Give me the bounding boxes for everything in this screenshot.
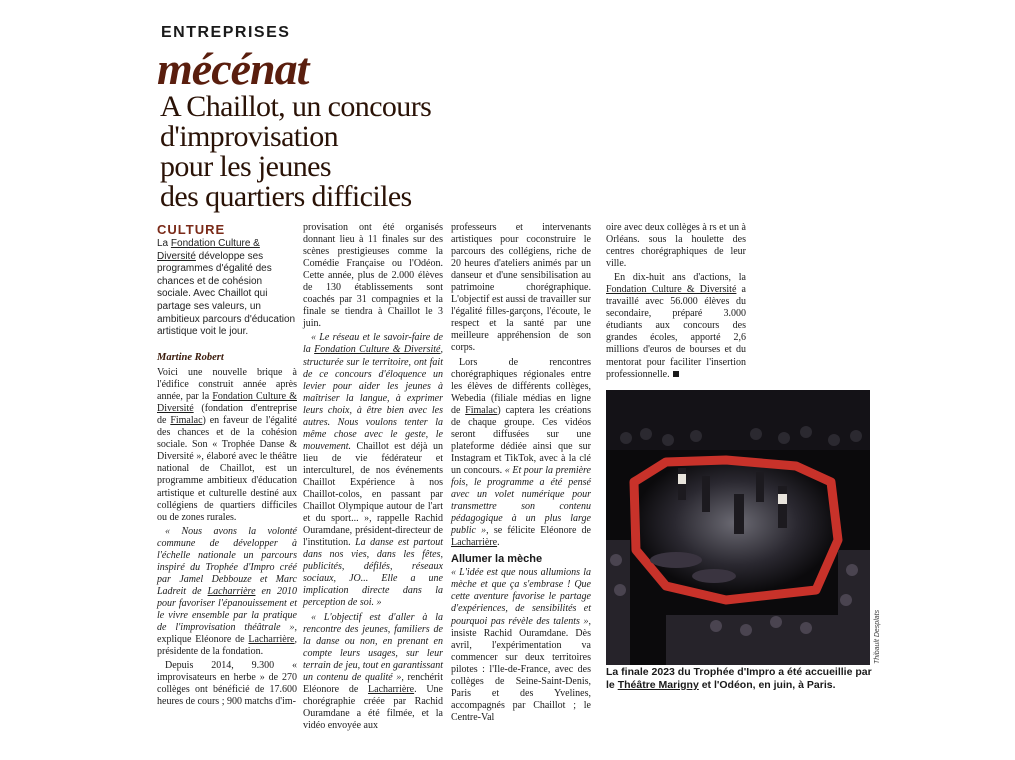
paragraph: En dix-huit ans d'actions, la Fondation Culture & Diversité a travaillé avec 56.000 élèves du secondaire, préparé 3.000 étudiants aux concours des grandes écoles, apporté 2,6 millions d'euros de bourses et du mentorat pour faciliter l'insertion professionnelle. <box>606 272 746 380</box>
paragraph: Voici une nouvelle brique à l'édifice construit année après année, par la Fondation Culture & Diversité (fondation d'entreprise de Fimalac) en faveur de l'égalité des chances et de la cohésion sociale. Son « Trophée Danse & Diversité », élaboré avec le théâtre national de Chaillot, est un programme ambitieux d'éducation artistique et culturelle destiné aux collégiens de quartiers difficiles ou de zones rurales. <box>157 367 297 523</box>
headline-line: pour les jeunes <box>160 150 331 183</box>
column-4 <box>606 222 746 383</box>
subheading: Allumer la mèche <box>451 553 543 566</box>
column-2 <box>303 222 443 734</box>
chapo-prefix: La <box>157 238 171 249</box>
paragraph: professeurs et intervenants artistiques pour coconstruire le parcours des collégiens, riche de 20 heures d'ateliers animés par un danseur et d'une sensibilisation au patrimoine chorégraphique. L'objectif est aussi de travailler sur l'égalité filles-garçons, l'écoute, le respect et la santé par une meilleure appréhension de son corps. <box>451 222 591 354</box>
org-link[interactable]: Fondation Culture & Diversité <box>157 391 297 415</box>
end-mark-icon <box>673 371 679 377</box>
chapo <box>157 238 297 339</box>
paragraph: « L'objectif est d'aller à la rencontre des jeunes, familiers de la danse ou non, en prenant en compte leurs usages, sur leur terrain de jeu, tout en garantissant un contenu de qualité », renchérit Eléonore de Lacharrière. Une chorégraphie créée par Rachid Ouramdane a été filmée, et la vidéo envoyée aux <box>303 611 443 731</box>
org-link[interactable]: Fondation Culture & Diversité <box>314 344 441 356</box>
column-1 <box>157 352 297 710</box>
section-label: CULTURE <box>157 222 226 237</box>
paragraph: Lors de rencontres chorégraphiques régionales entre les élèves de différents collèges, Webedia (filiale médias en ligne de Fimalac) captera les créations de chaque groupe. Ces vidéos seront diffusées sur une plateforme dédiée ainsi que sur Instagram et TikTok, avec à la clé un concours. « Et pour la première fois, le programme a été pensé avec un volet numérique pour transmettre son contenu pédagogique à un plus large public », se félicite Eléonore de Lacharrière. <box>451 356 591 549</box>
rubric: ENTREPRISES <box>161 24 291 41</box>
company-link[interactable]: Fimalac <box>465 404 498 416</box>
company-link[interactable]: Fimalac <box>170 415 203 427</box>
headline-line: des quartiers difficiles <box>160 180 412 213</box>
venue-link[interactable]: Théâtre Marigny <box>617 679 699 691</box>
photo-credit: Thibault Desplats <box>874 609 881 664</box>
paragraph: « L'idée est que nous allumions la mèche et que ça s'embrase ! Que cette aventure favorise le partage d'expériences, de sensibilités et pourquoi pas révèle des talents », insiste Rachid Ouramdane. Dès avril, l'expérimentation va commencer sur deux territoires pilotes : l'Ile-de-France, avec des collèges de Seine-Saint-Denis, Paris et des Yvelines, accompagnés par Chaillot ; le Centre-Val <box>451 567 591 723</box>
paragraph: « Nous avons la volonté commune de développer à l'échelle nationale un parcours inspiré du Trophée d'Impro créé par Jamel Debbouze et Marc Ladreit de Lacharrière en 2010 pour favoriser l'épanouissement et le vivre ensemble par la pratique de l'improvisation théâtrale », explique Eléonore de Lacharrière, présidente de la fondation. <box>157 525 297 658</box>
paragraph: provisation ont été organisés donnant lieu à 11 finales sur des scènes prestigieuses comme la Comédie Française ou l'Odéon. Cette année, plus de 2.000 élèves de 130 établissements sont coachés par 31 compagnies et la finale se tiendra à Chaillot le 3 juin. <box>303 222 443 330</box>
org-link[interactable]: Fondation Culture & Diversité <box>606 284 737 296</box>
kicker: mécénat <box>157 43 309 94</box>
byline: Martine Robert <box>157 352 224 363</box>
headline-line: A Chaillot, un concours <box>160 90 432 123</box>
name-link[interactable]: Lacharrière <box>451 537 498 549</box>
chapo-text: développe ses programmes d'égalité des chances et de cohésion sociale. Avec Chaillot qui partage ses valeurs, un ambitieux parcours d'éducation artistique voit le jour. <box>157 250 296 338</box>
column-3 <box>451 222 591 726</box>
name-link[interactable]: Lacharrière <box>207 585 256 597</box>
headline-line: d'improvisation <box>160 120 339 153</box>
name-link[interactable]: Lacharrière <box>368 683 415 695</box>
name-link[interactable]: Lacharrière <box>248 634 295 646</box>
stage-illustration <box>606 390 870 665</box>
paragraph: « Le réseau et le savoir-faire de la Fondation Culture & Diversité, structurée sur le territoire, ont fait de ce concours d'éloquence un levier pour aider les jeunes à maîtriser la langue, à exprimer leurs choix, à être bien avec les autres. Nous voulons tenter la même chose avec le geste, le mouvement. Chaillot est déjà un lieu de vie fédérateur et interculturel, de nos événements Chaillot Expérience à nos Chaillot-colos, en passant par Chaillot Olympique autour de l'art et du sport... », rappelle Rachid Ouramdane, président-directeur de l'institution. La danse est partout dans nos vies, dans les fêtes, publicités, défilés, réseaux sociaux, JO... Elle a une implication directe dans la perception de soi. » <box>303 332 444 609</box>
paragraph: Depuis 2014, 9.300 « improvisateurs en herbe » de 270 collèges ont bénéficié de 17.600 heures de cours ; 900 matchs d'im- <box>157 660 297 708</box>
photo-caption: La finale 2023 du Trophée d'Impro a été accueillie par le Théâtre Marigny et l'Odéon, en juin, à Paris. <box>606 666 872 691</box>
stage-photo <box>606 390 870 665</box>
paragraph: oire avec deux collèges à rs et un à Orléans. sous la houlette des centres chorégraphiques de leur ville. <box>606 222 746 270</box>
org-link[interactable]: Fondation Culture & Diversité <box>157 238 260 262</box>
headline <box>160 92 480 212</box>
